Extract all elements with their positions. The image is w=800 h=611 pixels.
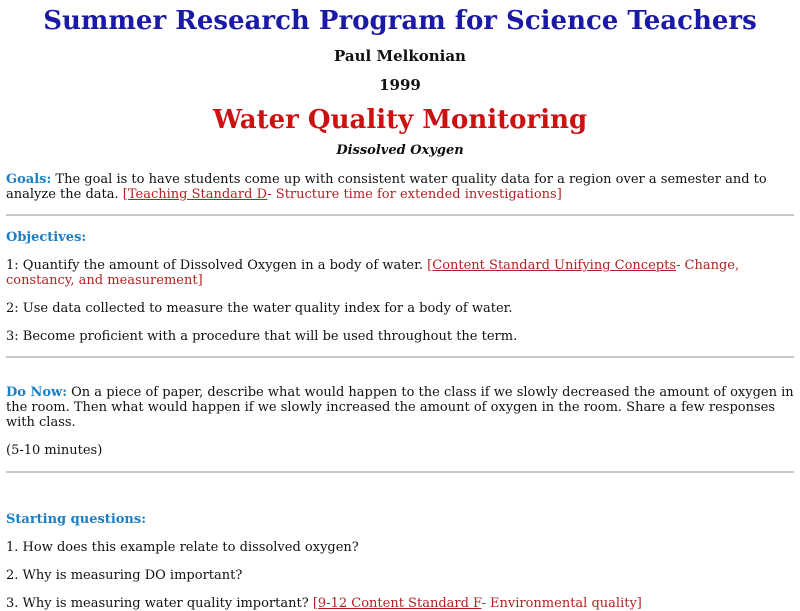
divider-2 (6, 356, 794, 358)
starting-questions-label: Starting questions: (6, 512, 146, 527)
objective-2: 2: Use data collected to measure the water quality index for a body of water. (6, 301, 513, 316)
teaching-standard-d-link[interactable]: [Teaching Standard D (122, 187, 268, 202)
objective-1-text: 1: Quantify the amount of Dissolved Oxygen in a body of water. (6, 258, 428, 273)
objectives-heading (6, 230, 794, 245)
question-1: 1. How does this example relate to dissolved oxygen? (6, 540, 359, 555)
goals-standard (123, 187, 562, 202)
objective-3: 3: Become proficient with a procedure that will be used throughout the term. (6, 329, 518, 344)
objective-1-standard-rest: - Change, constancy, and measurement] (6, 258, 740, 288)
content-standard-f-link[interactable]: [9-12 Content Standard F (312, 596, 482, 611)
do-now-paragraph (6, 385, 794, 430)
content-standard-unifying-link[interactable]: [Content Standard Unifying Concepts (427, 258, 676, 273)
question-2: 2. Why is measuring DO important? (6, 568, 243, 583)
objectives-label: Objectives: (6, 230, 87, 245)
question-3-standard-rest: - Environmental quality] (481, 596, 642, 611)
lesson-subtitle: Dissolved Oxygen (336, 143, 464, 158)
question-3 (6, 596, 794, 611)
author-name: Paul Melkonian (334, 47, 466, 65)
question-3-standard (313, 596, 642, 611)
program-title: Summer Research Program for Science Teachers (43, 6, 757, 36)
do-now-duration: (5-10 minutes) (6, 443, 103, 458)
question-3-text: 3. Why is measuring water quality important? (6, 596, 313, 611)
program-year: 1999 (379, 76, 421, 94)
starting-questions-heading (6, 512, 794, 527)
goals-paragraph (6, 172, 794, 202)
goals-label: Goals: (6, 172, 52, 187)
goals-text: The goal is to have students come up with consistent water quality data for a region over a semester and to analyze the data. (6, 172, 767, 202)
lesson-page (0, 4, 800, 611)
divider-3 (6, 471, 794, 473)
objective-1 (6, 258, 794, 288)
do-now-text: On a piece of paper, describe what would happen to the class if we slowly decreased the amount of oxygen in the room. Then what would happen if we slowly increased the amount of oxygen in the room. Share a few responses with class. (6, 385, 794, 430)
divider-1 (6, 214, 794, 216)
lesson-title: Water Quality Monitoring (212, 105, 588, 135)
goals-standard-rest: - Structure time for extended investigations] (267, 187, 562, 202)
do-now-label: Do Now: (6, 385, 68, 400)
